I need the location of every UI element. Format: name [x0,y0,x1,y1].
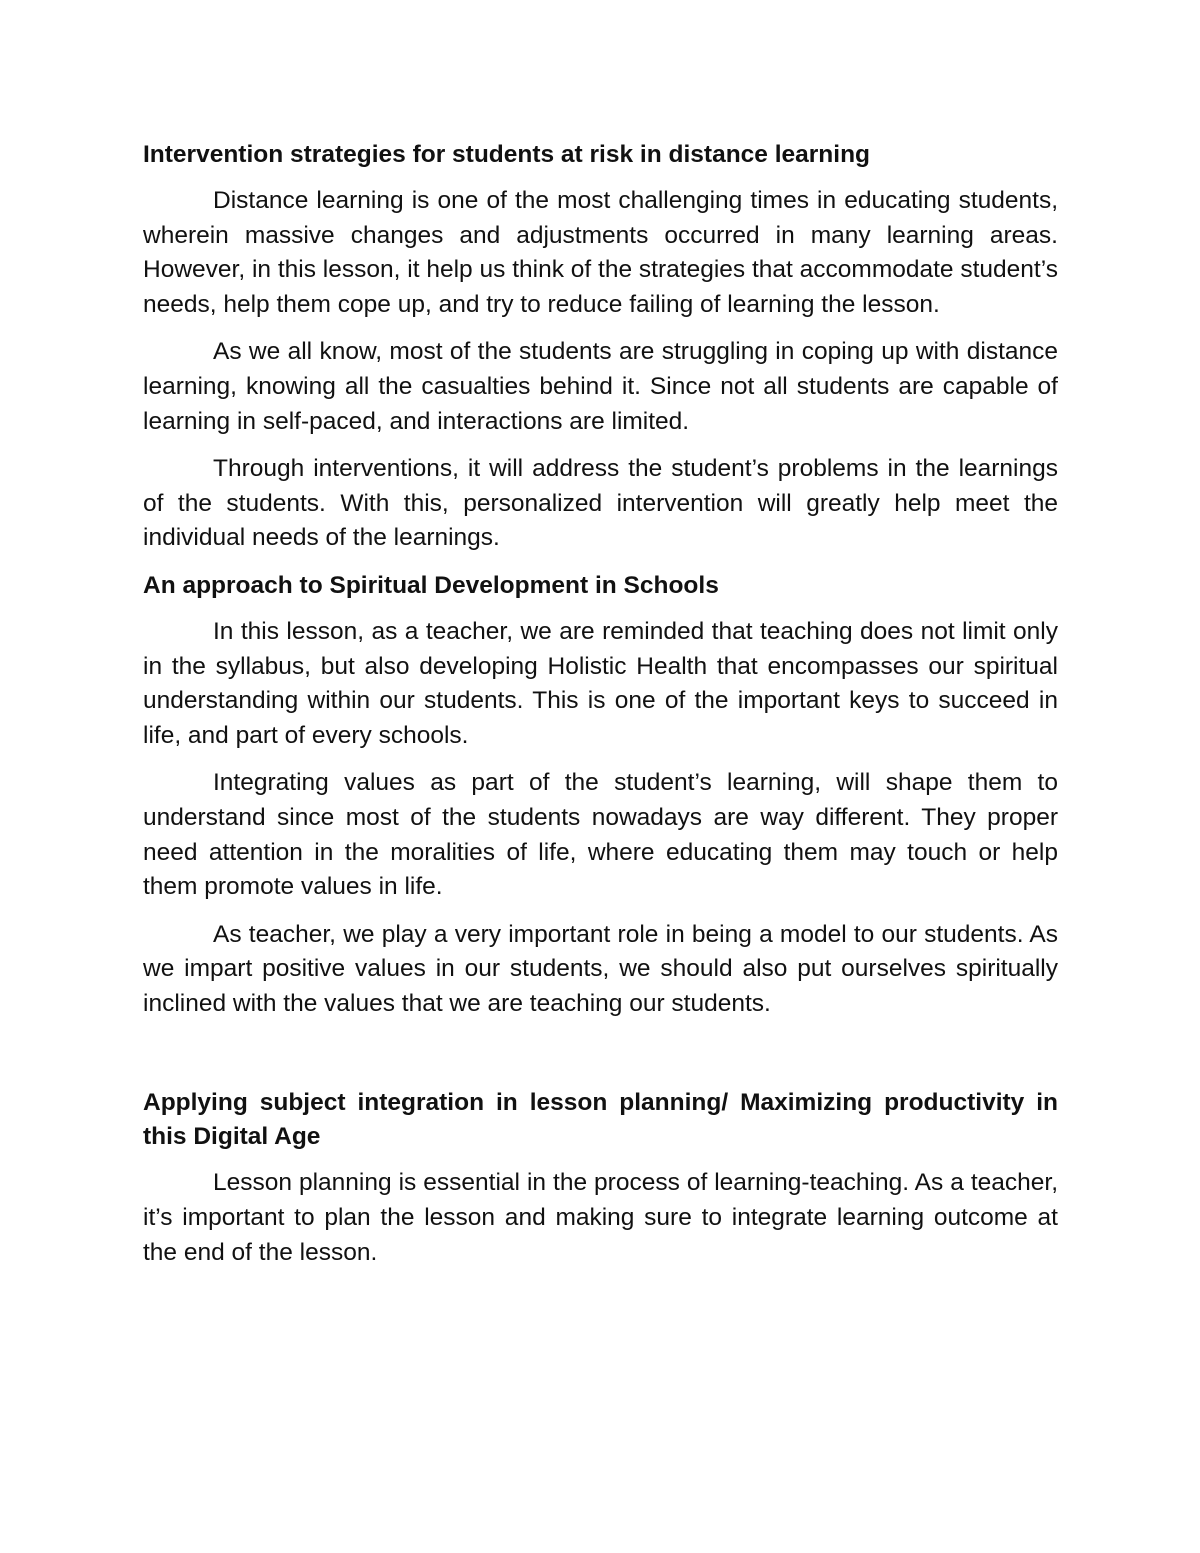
section-heading: An approach to Spiritual Development in Schools [143,571,719,599]
section-heading: Intervention strategies for students at risk in distance learning [143,141,871,168]
blank-spacer [143,1034,1058,1086]
section-subject-integration [143,1086,1058,1270]
paragraph: In this lesson, as a teacher, we are reminded that teaching does not limit only in the syllabus, but also developing Holistic Health that encompasses our spiritual understanding within our students. This is one of the important keys to succeed in life, and part of every schools. [143,617,1058,749]
paragraph: As teacher, we play a very important role in being a model to our students. As we impart positive values in our students, we should also put ourselves spiritually inclined with the values that we are teaching our students. [143,920,1058,1017]
paragraph: Integrating values as part of the student’s learning, will shape them to understand since most of the students nowadays are way different. They proper need attention in the moralities of life, where educating them may touch or help them promote values in life. [143,769,1058,901]
paragraph: As we all know, most of the students are struggling in coping up with distance learning, knowing all the casualties behind it. Since not all students are capable of learning in self-paced, and interactions are limited. [143,338,1058,435]
paragraph: Distance learning is one of the most challenging times in educating students, wherein massive changes and adjustments occurred in many learning areas. However, in this lesson, it help us think of the strategies that accommodate student’s needs, help them cope up, and try to reduce failing of learning the lesson. [143,187,1058,318]
section-heading: Applying subject integration in lesson planning/ Maximizing productivity in this Digital Age [143,1089,1058,1151]
section-spiritual-development [143,569,1058,1022]
paragraph: Through interventions, it will address the student’s problems in the learnings of the students. With this, personalized intervention will greatly help meet the individual needs of the learnings. [143,455,1058,552]
section-intervention-strategies [143,138,1058,556]
document-page [143,138,1058,1283]
paragraph: Lesson planning is essential in the process of learning-teaching. As a teacher, it’s important to plan the lesson and making sure to integrate learning outcome at the end of the lesson. [143,1169,1058,1266]
